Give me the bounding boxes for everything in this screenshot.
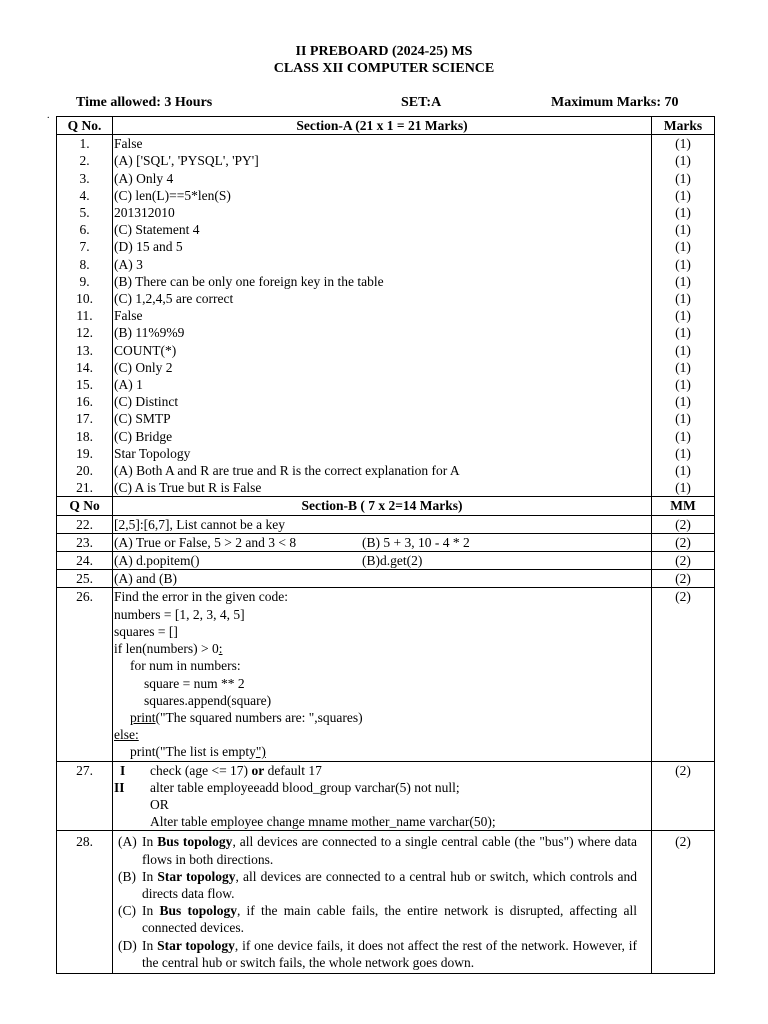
question-number: 2. [57, 152, 113, 169]
table-row [57, 462, 715, 479]
marks: (2) [652, 588, 715, 761]
marks: (1) [652, 428, 715, 445]
question-number: 20. [57, 462, 113, 479]
answer-line: OR [150, 796, 169, 812]
marks: (1) [652, 324, 715, 341]
question-number: 23. [57, 533, 113, 551]
question-number: 16. [57, 393, 113, 410]
marks: (1) [652, 273, 715, 290]
table-row [57, 761, 715, 831]
answer: False [113, 307, 652, 324]
qno-header: Q No [57, 497, 113, 515]
marks: (1) [652, 410, 715, 427]
answer: (A) Only 4 [113, 170, 652, 187]
answer: (B) There can be only one foreign key in the table [113, 273, 652, 290]
section-a-header [57, 117, 715, 135]
section-b-title: Section-B ( 7 x 2=14 Marks) [113, 497, 652, 515]
table-row [57, 187, 715, 204]
table-row [57, 445, 715, 462]
question-number: 15. [57, 376, 113, 393]
exam-subtitle: CLASS XII COMPUTER SCIENCE [273, 61, 495, 76]
marks: (2) [652, 831, 715, 974]
answer-part-b: (B) 5 + 3, 10 - 4 * 2 [362, 534, 470, 550]
question-number: 22. [57, 515, 113, 533]
question-number: 19. [57, 445, 113, 462]
code-line: squares = [] [114, 623, 178, 639]
table-row [57, 256, 715, 273]
answer [113, 552, 652, 570]
table-row [57, 307, 715, 324]
question-number: 14. [57, 359, 113, 376]
code-line: Find the error in the given code: [114, 589, 288, 605]
question-number: 9. [57, 273, 113, 290]
answer: (C) SMTP [113, 410, 652, 427]
question-number: 17. [57, 410, 113, 427]
option-a: (A) In Bus topology, all devices are connected to a single central cable (the "bus") where data flows in both directions. [118, 834, 637, 867]
answer-part-a: (A) d.popitem() [114, 553, 200, 569]
answer-line: alter table employeeadd blood_group varchar(5) not null; [150, 779, 460, 795]
table-row [57, 410, 715, 427]
option-c: (C) In Bus topology, if the main cable fails, the entire network is disrupted, affecting all connected devices. [118, 903, 637, 936]
marks-header: Marks [652, 117, 715, 135]
marks: (1) [652, 170, 715, 187]
table-row [57, 479, 715, 497]
marks: (2) [652, 515, 715, 533]
table-row [57, 376, 715, 393]
table-row [57, 393, 715, 410]
stray-dot: . [47, 110, 50, 121]
marks: (2) [652, 552, 715, 570]
question-number: 4. [57, 187, 113, 204]
section-a-title: Section-A (21 x 1 = 21 Marks) [113, 117, 652, 135]
table-row [57, 221, 715, 238]
question-number: 10. [57, 290, 113, 307]
marks: (1) [652, 152, 715, 169]
question-number: 27. [57, 761, 113, 831]
table-row [57, 428, 715, 445]
marks: (1) [652, 342, 715, 359]
question-number: 18. [57, 428, 113, 445]
table-row [57, 831, 715, 974]
time-allowed: Time allowed: 3 Hours [76, 95, 213, 110]
answer [113, 761, 652, 831]
marks: (1) [652, 290, 715, 307]
code-line: for num in numbers: [130, 658, 241, 674]
question-number: 3. [57, 170, 113, 187]
code-line: print("The list is empty") [130, 744, 266, 760]
question-number: 12. [57, 324, 113, 341]
answer: COUNT(*) [113, 342, 652, 359]
answer-part-b: (B)d.get(2) [362, 553, 423, 569]
question-number: 11. [57, 307, 113, 324]
marks: (1) [652, 462, 715, 479]
marks: (1) [652, 238, 715, 255]
question-number: 13. [57, 342, 113, 359]
answer: Star Topology [113, 445, 652, 462]
set-label: SET:A [401, 95, 442, 110]
table-row [57, 552, 715, 570]
qno-header: Q No. [57, 117, 113, 135]
answer: (C) Statement 4 [113, 221, 652, 238]
answer: (A) and (B) [113, 570, 652, 588]
answer: [2,5]:[6,7], List cannot be a key [113, 515, 652, 533]
marks-header: MM [652, 497, 715, 515]
answer [113, 831, 652, 974]
section-b-header [57, 497, 715, 515]
marks: (1) [652, 445, 715, 462]
roman-numeral: I [120, 762, 126, 778]
answer: 201312010 [113, 204, 652, 221]
code-line: print("The squared numbers are: ",squares) [130, 709, 363, 725]
marks: (2) [652, 533, 715, 551]
table-row [57, 238, 715, 255]
answer: False [113, 135, 652, 153]
question-number: 7. [57, 238, 113, 255]
answer: (A) Both A and R are true and R is the correct explanation for A [113, 462, 652, 479]
table-row [57, 290, 715, 307]
table-row [57, 273, 715, 290]
maximum-marks: Maximum Marks: 70 [551, 95, 679, 110]
marks: (1) [652, 135, 715, 153]
code-line: if len(numbers) > 0: [114, 641, 223, 657]
table-row [57, 533, 715, 551]
table-row [57, 515, 715, 533]
marks: (1) [652, 307, 715, 324]
table-row [57, 570, 715, 588]
question-number: 5. [57, 204, 113, 221]
question-number: 8. [57, 256, 113, 273]
roman-numeral: II [114, 779, 125, 795]
answer-part-a: (A) True or False, 5 > 2 and 3 < 8 [114, 534, 297, 550]
question-number: 24. [57, 552, 113, 570]
answer: (A) 1 [113, 376, 652, 393]
question-number: 25. [57, 570, 113, 588]
marks: (1) [652, 221, 715, 238]
answer-table [56, 116, 715, 974]
code-line: square = num ** 2 [144, 675, 245, 691]
table-row [57, 588, 715, 761]
code-line: squares.append(square) [144, 692, 272, 708]
answer-code-block [113, 588, 652, 761]
marks: (1) [652, 256, 715, 273]
question-number: 6. [57, 221, 113, 238]
answer: (C) A is True but R is False [113, 479, 652, 497]
answer [113, 533, 652, 551]
answer: (C) len(L)==5*len(S) [113, 187, 652, 204]
question-number: 21. [57, 479, 113, 497]
table-row [57, 170, 715, 187]
question-number: 1. [57, 135, 113, 153]
marks: (2) [652, 761, 715, 831]
answer: (C) Distinct [113, 393, 652, 410]
answer: (C) Bridge [113, 428, 652, 445]
exam-title: II PREBOARD (2024-25) MS [295, 44, 473, 59]
answer-line: Alter table employee change mname mother_name varchar(50); [150, 814, 496, 830]
marks: (1) [652, 204, 715, 221]
answer: (C) 1,2,4,5 are correct [113, 290, 652, 307]
marks: (1) [652, 187, 715, 204]
question-number: 28. [57, 831, 113, 974]
code-line: numbers = [1, 2, 3, 4, 5] [114, 606, 245, 622]
question-number: 26. [57, 588, 113, 761]
table-row [57, 152, 715, 169]
answer: (A) ['SQL', 'PYSQL', 'PY'] [113, 152, 652, 169]
marks: (1) [652, 376, 715, 393]
marks: (1) [652, 479, 715, 497]
answer: (D) 15 and 5 [113, 238, 652, 255]
answer-line: check (age <= 17) or default 17 [150, 762, 322, 778]
option-b: (B) In Star topology, all devices are connected to a central hub or switch, which controls and directs data flow. [118, 868, 637, 901]
table-row [57, 135, 715, 153]
marks: (2) [652, 570, 715, 588]
answer: (B) 11%9%9 [113, 324, 652, 341]
answer: (A) 3 [113, 256, 652, 273]
marks: (1) [652, 359, 715, 376]
answer: (C) Only 2 [113, 359, 652, 376]
table-row [57, 359, 715, 376]
table-row [57, 204, 715, 221]
table-row [57, 342, 715, 359]
table-row [57, 324, 715, 341]
marks: (1) [652, 393, 715, 410]
option-d: (D) In Star topology, if one device fails, it does not affect the rest of the network. However, if the central hub or switch fails, the whole network goes down. [118, 937, 637, 970]
code-line: else: [114, 727, 139, 743]
